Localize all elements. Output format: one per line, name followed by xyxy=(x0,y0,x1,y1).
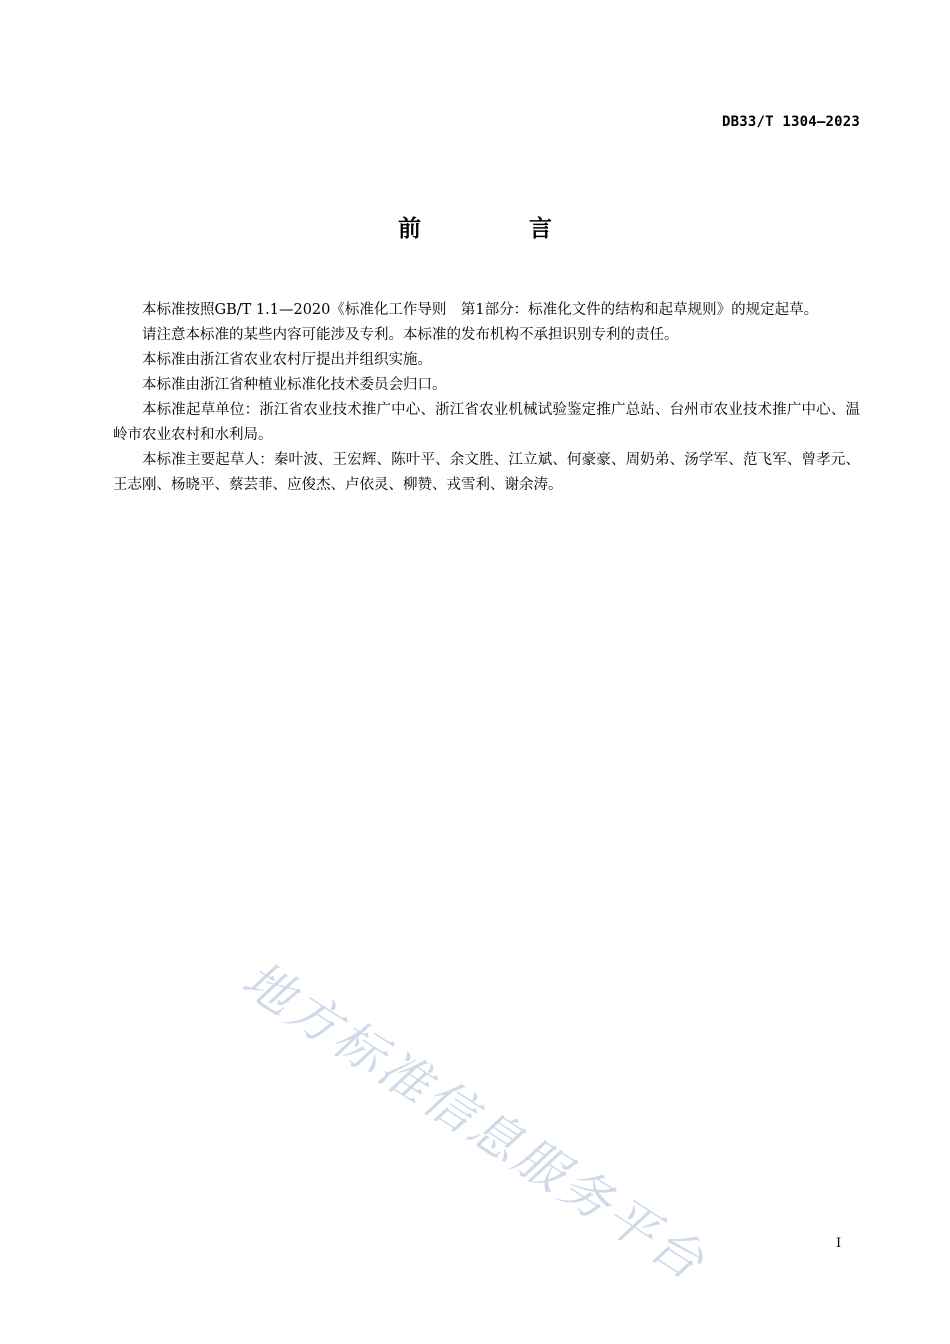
paragraph-patent-notice: 请注意本标准的某些内容可能涉及专利。本标准的发布机构不承担识别专利的责任。 xyxy=(142,327,679,343)
paragraph-proposer: 本标准由浙江省农业农村厅提出并组织实施。 xyxy=(142,352,432,368)
paragraph-drafting-rules: 本标准按照GB/T 1.1—2020《标准化工作导则 第1部分：标准化文件的结构和起草规则》的规定起草。 xyxy=(142,302,819,318)
foreword-body xyxy=(113,298,860,498)
page-number: I xyxy=(836,1236,842,1251)
paragraph-committee: 本标准由浙江省种植业标准化技术委员会归口。 xyxy=(142,377,447,393)
page-title: 前 言 xyxy=(397,216,602,242)
paragraph-drafting-units: 本标准起草单位：浙江省农业技术推广中心、浙江省农业机械试验鉴定推广总站、台州市农业技术推广中心、温岭市农业农村和水利局。 xyxy=(113,402,860,443)
paragraph-drafters: 本标准主要起草人：秦叶波、王宏辉、陈叶平、余文胜、江立斌、何豪豪、周奶弟、汤学军、范飞军、曾孝元、王志刚、杨晓平、蔡芸菲、应俊杰、卢依灵、柳赞、戎雪利、谢余涛。 xyxy=(113,452,860,493)
watermark: 地方标准信息服务平台 xyxy=(232,950,717,1293)
standard-code-header: DB33/T 1304—2023 xyxy=(721,114,860,130)
